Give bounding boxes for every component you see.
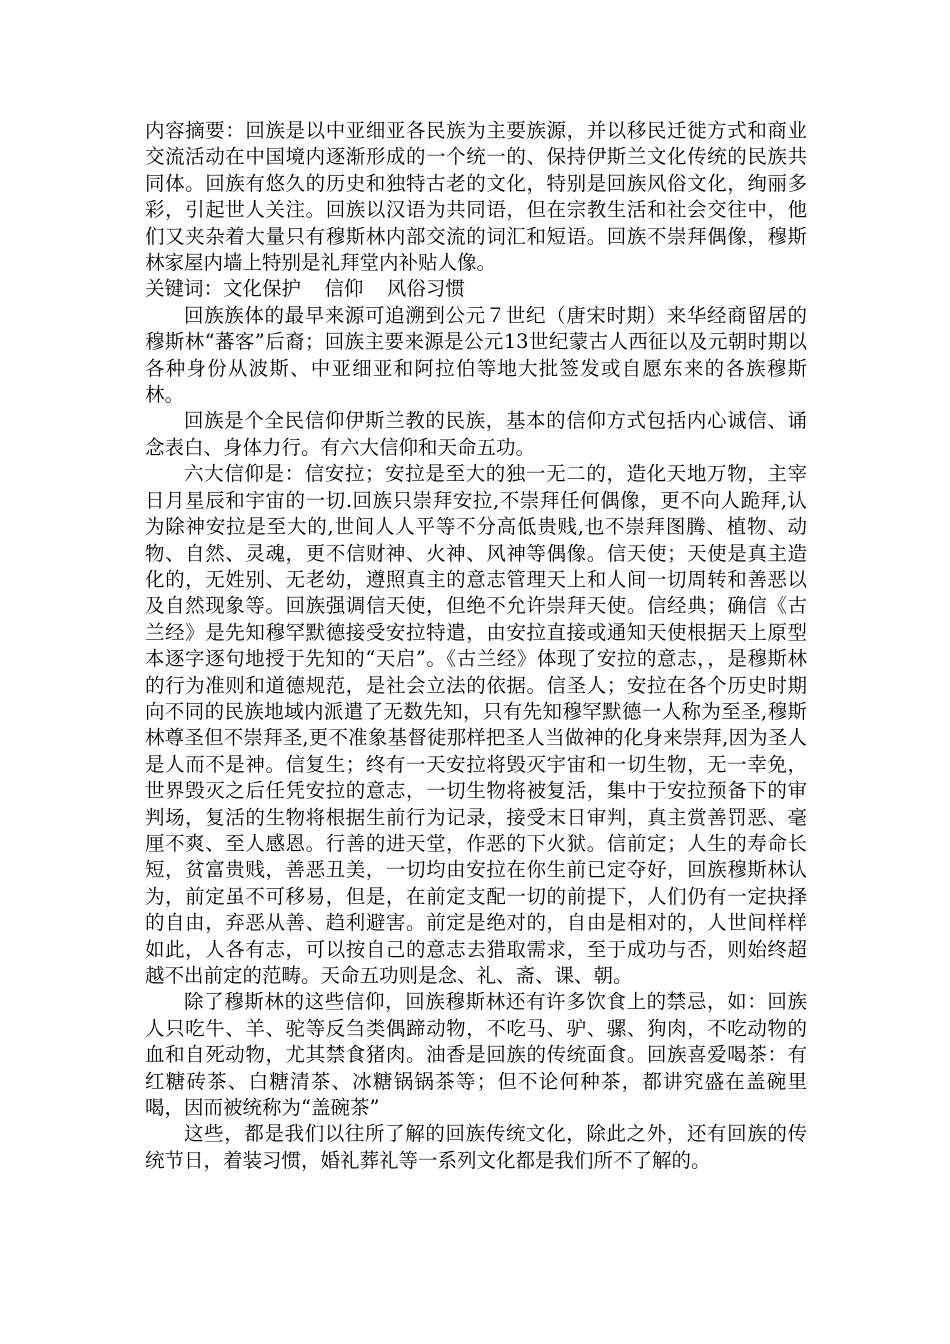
paragraph-diet: 除了穆斯林的这些信仰，回族穆斯林还有许多饮食上的禁忌，如：回族人只吃牛、羊、驼等反刍类偶蹄动物，不吃马、驴、骡、狗肉，不吃动物的血和自死动物，尤其禁食猪肉。油香是回族的传统面食。回族喜爱喝茶：有红糖砖茶、白糖清茶、冰糖锅锅茶等；但不论何种茶，都讲究盛在盖碗里喝，因而被统称为“盖碗茶” — [145, 990, 807, 1120]
paragraph-six-beliefs: 六大信仰是：信安拉；安拉是至大的独一无二的，造化天地万物，主宰日月星辰和宇宙的一切.回族只崇拜安拉,不崇拜任何偶像，更不向人跪拜,认为除神安拉是至大的,世间人人平等不分高低贵贱,也不崇拜图腾、植物、动物、自然、灵魂，更不信财神、火神、风神等偶像。信天使；天使是真主造化的，无姓别、无老幼，遵照真主的意志管理天上和人间一切周转和善恶以及自然现象等。回族强调信天使，但绝不允许崇拜天使。信经典；确信《古兰经》是先知穆罕默德接受安拉特遣，由安拉直接或通知天使根据天上原型本逐字逐句地授于先知的“天启”。《古兰经》体现了安拉的意志，，是穆斯林的行为准则和道德规范，是社会立法的依据。信圣人；安拉在各个历史时期向不同的民族地域内派遣了无数先知，只有先知穆罕默德一人称为至圣,穆斯林尊圣但不崇拜圣,更不准象基督徒那样把圣人当做神的化身来崇拜,因为圣人是人而不是神。信复生；终有一天安拉将毁灭宇宙和一切生物，无一幸免，世界毁灭之后任凭安拉的意志，一切生物将被复活，集中于安拉预备下的审判场，复活的生物将根据生前行为记录，接受末日审判，真主赏善罚恶、毫厘不爽、至人感恩。行善的进天堂，作恶的下火狱。信前定；人生的寿命长短，贫富贵贱，善恶丑美，一切均由安拉在你生前已定夺好，回族穆斯林认为，前定虽不可移易，但是，在前定支配一切的前提下，人们仍有一定抉择的自由，弃恶从善、趋利避害。前定是绝对的，自由是相对的，人世间样样如此，人各有志，可以按自己的意志去猎取需求，至于成功与否，则始终超越不出前定的范畴。天命五功则是念、礼、斋、课、朝。 — [145, 462, 807, 987]
keyword-item: 信仰 — [324, 277, 364, 301]
paragraph-origin: 回族族体的最早来源可追溯到公元７世纪（唐宋时期）来华经商留居的穆斯林“蕃客”后裔；回族主要来源是公元13世纪蒙古人西征以及元朝时期以各种身份从波斯、中亚细亚和阿拉伯等地大批签发或自愿东来的各族穆斯林。 — [145, 303, 807, 407]
keywords — [145, 276, 807, 302]
keyword-item: 风俗习惯 — [386, 277, 465, 301]
keyword-item: 文化保护 — [223, 277, 302, 301]
keywords-label: 关键词： — [145, 277, 224, 301]
abstract-text: 回族是以中亚细亚各民族为主要族源，并以移民迁徙方式和商业交流活动在中国境内逐渐形成的一个统一的、保持伊斯兰文化传统的民族共同体。回族有悠久的历史和独特古老的文化，特别是回族风俗文化，绚丽多彩，引起世人关注。回族以汉语为共同语，但在宗教生活和社会交往中，他们又夹杂着大量只有穆斯林内部交流的词汇和短语。回族不崇拜偶像，穆斯林家屋内墙上特别是礼拜堂内补贴人像。 — [145, 119, 807, 275]
paragraph-faith: 回族是个全民信仰伊斯兰教的民族，基本的信仰方式包括内心诚信、诵念表白、身体力行。有六大信仰和天命五功。 — [145, 409, 807, 459]
paragraph-conclusion: 这些，都是我们以往所了解的回族传统文化，除此之外，还有回族的传统节日，着装习惯，婚礼葬礼等一系列文化都是我们所不了解的。 — [145, 1122, 807, 1172]
abstract — [145, 118, 807, 276]
document-page — [145, 118, 807, 1174]
abstract-label: 内容摘要： — [145, 119, 246, 142]
